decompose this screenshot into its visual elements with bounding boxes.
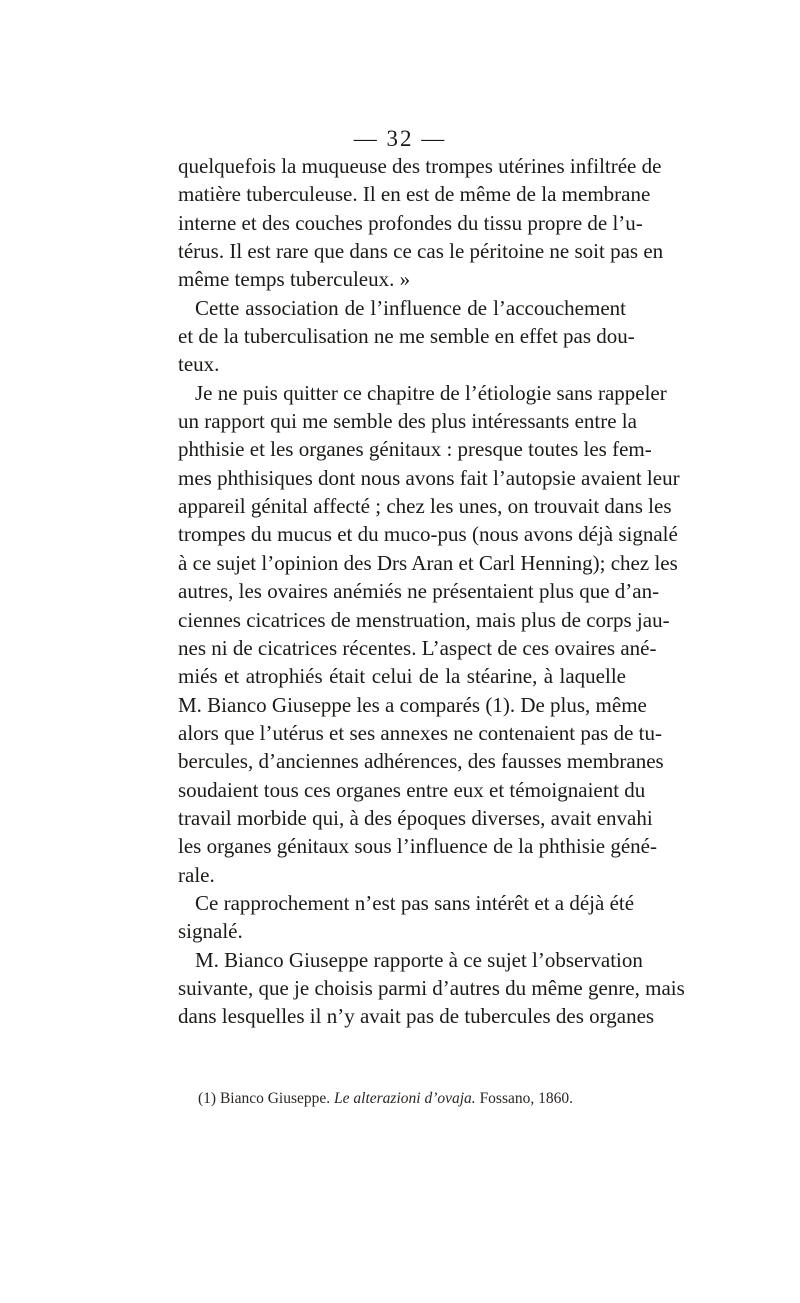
text-line: et de la tuberculisation ne me semble en effet pas dou-	[178, 324, 635, 349]
text-line: un rapport qui me semble des plus intéressants entre la	[178, 409, 637, 434]
text-line: à ce sujet l’opinion des Drs Aran et Carl Henning); chez les	[178, 550, 678, 575]
text-line: térus. Il est rare que dans ce cas le péritoine ne soit pas en	[178, 239, 664, 264]
text-line: Cette association de l’influence de l’accouchement	[195, 295, 626, 320]
text-line: rale.	[178, 862, 215, 887]
footnote	[198, 1090, 628, 1108]
text-line: matière tuberculeuse. Il en est de même de la membrane	[178, 182, 651, 207]
footnote-place-year: Fossano, 1860.	[479, 1090, 574, 1107]
text-line: Ce rapprochement n’est pas sans intérêt et a déjà été	[195, 890, 635, 915]
text-line: même temps tuberculeux. »	[178, 267, 411, 292]
text-line: interne et des couches profondes du tissu propre de l’u-	[178, 210, 643, 235]
text-line: miés et atrophiés était celui de la stéarine, à laquelle	[178, 664, 626, 689]
text-line: soudaient tous ces organes entre eux et témoignaient du	[178, 777, 646, 802]
footnote-author: Bianco Giuseppe.	[219, 1090, 331, 1107]
text-line: les organes génitaux sous l’influence de la phthisie géné-	[178, 834, 657, 859]
text-line: mes phthisiques dont nous avons fait l’autopsie avaient leur	[178, 465, 680, 490]
text-line: M. Bianco Giuseppe rapporte à ce sujet l’observation	[195, 947, 643, 972]
text-line: M. Bianco Giuseppe les a comparés (1). De plus, même	[178, 692, 647, 717]
text-line: signalé.	[178, 919, 243, 944]
text-line: alors que l’utérus et ses annexes ne contenaient pas de tu-	[178, 720, 662, 745]
text-line: trompes du mucus et du muco-pus (nous avons déjà signalé	[178, 522, 678, 547]
footnote-marker: (1)	[198, 1090, 217, 1107]
text-line: bercules, d’anciennes adhérences, des fausses membranes	[178, 749, 664, 774]
text-line: teux.	[178, 352, 220, 377]
text-line: ciennes cicatrices de menstruation, mais plus de corps jau-	[178, 607, 670, 632]
text-line: appareil génital affecté ; chez les unes, on trouvait dans les	[178, 494, 672, 519]
page-number: — 32 —	[353, 126, 447, 151]
text-line: autres, les ovaires anémiés ne présentaient plus que d’an-	[178, 579, 660, 604]
text-line: quelquefois la muqueuse des trompes utérines infiltrée de	[178, 154, 662, 178]
text-line: suivante, que je choisis parmi d’autres du même genre, mais	[178, 975, 685, 1000]
text-line: travail morbide qui, à des époques diverses, avait envahi	[178, 805, 653, 830]
footnote-title: Le alterazioni d’ovaja.	[334, 1090, 476, 1107]
text-line: nes ni de cicatrices récentes. L’aspect de ces ovaires ané-	[178, 635, 657, 660]
text-line: dans lesquelles il n’y avait pas de tubercules des organes	[178, 1004, 655, 1029]
text-line: phthisie et les organes génitaux : presque toutes les fem-	[178, 437, 652, 462]
text-line: Je ne puis quitter ce chapitre de l’étiologie sans rappeler	[195, 380, 667, 405]
body-text	[178, 152, 685, 1031]
